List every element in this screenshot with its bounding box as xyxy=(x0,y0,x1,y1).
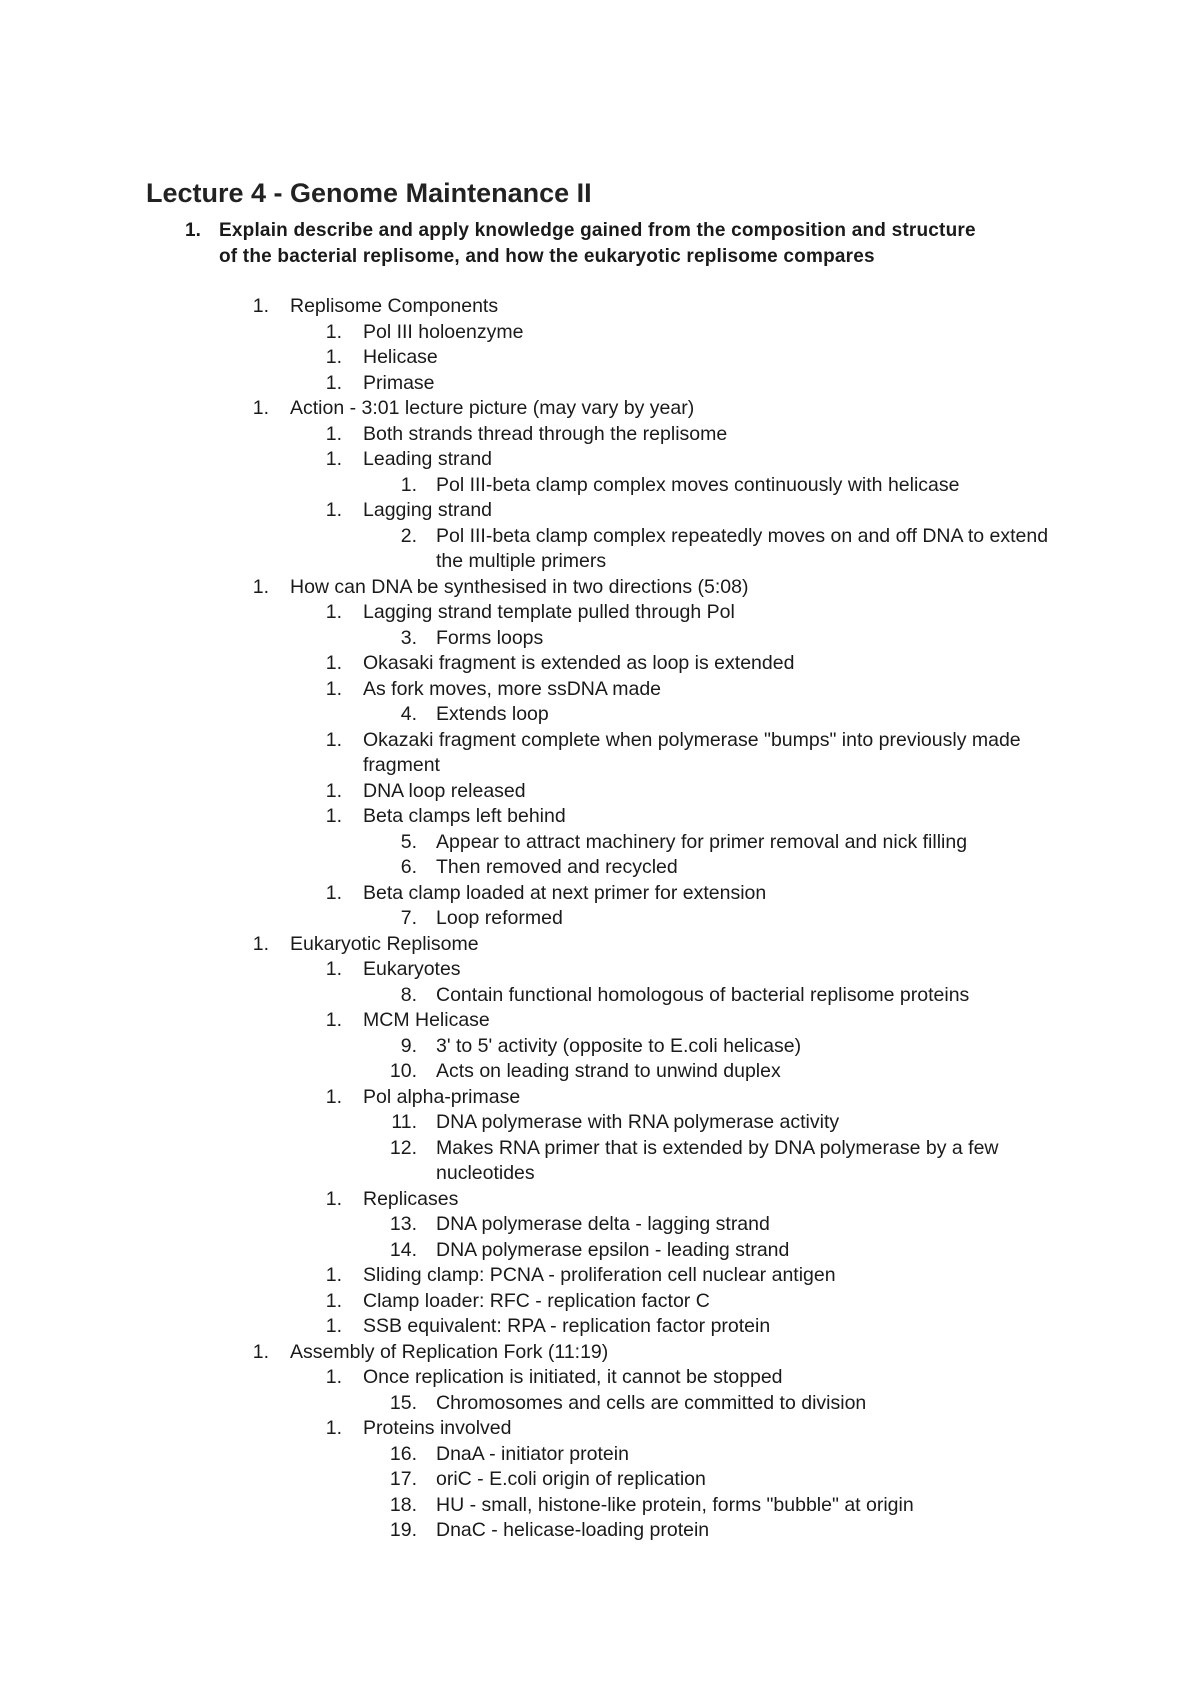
list-item xyxy=(0,1391,1200,1417)
list-item xyxy=(0,804,1200,830)
list-item-number: 3. xyxy=(400,626,417,649)
list-item xyxy=(0,906,1200,932)
objective-text: Explain describe and apply knowledge gained from the composition and structure of the bacterial replisome, and how the eukaryotic replisome compares xyxy=(219,220,976,267)
list-item-text: Beta clamp loaded at next primer for extension xyxy=(363,881,767,904)
list-item-text: Loop reformed xyxy=(436,907,563,929)
list-item-number: 1. xyxy=(252,932,269,955)
list-item-number: 1. xyxy=(325,1085,342,1108)
list-item-text: Okazaki fragment complete when polymerase "bumps" into previously made fragment xyxy=(363,728,1021,776)
list-item-text: How can DNA be synthesised in two directions (5:08) xyxy=(290,575,749,598)
list-item xyxy=(0,320,1200,346)
list-item xyxy=(0,396,1200,422)
list-item-number: 14. xyxy=(389,1238,417,1261)
list-item xyxy=(0,1289,1200,1315)
list-item-text: Once replication is initiated, it cannot be stopped xyxy=(363,1366,783,1388)
list-item xyxy=(0,830,1200,856)
list-item-text: Leading strand xyxy=(363,448,493,470)
list-item-text: oriC - E.coli origin of replication xyxy=(436,1468,706,1490)
list-item-text: Pol III-beta clamp complex repeatedly moves on and off DNA to extend the multiple primers xyxy=(436,524,1049,572)
list-item-number: 1. xyxy=(325,805,342,827)
list-item-number: 17. xyxy=(389,1468,417,1490)
list-item-text: 3' to 5' activity (opposite to E.coli helicase) xyxy=(436,1034,802,1057)
list-item-number: 1. xyxy=(325,1187,342,1210)
list-item-text: Pol III holoenzyme xyxy=(363,320,524,343)
list-item-text: DNA polymerase delta - lagging strand xyxy=(436,1213,770,1235)
outline-list xyxy=(0,294,1200,1544)
list-item xyxy=(0,1085,1200,1111)
list-item xyxy=(0,1187,1200,1213)
list-item xyxy=(0,600,1200,626)
list-item xyxy=(0,855,1200,881)
list-item-text: HU - small, histone-like protein, forms "bubble" at origin xyxy=(436,1493,914,1516)
list-item xyxy=(0,1008,1200,1034)
list-item-text: Lagging strand template pulled through Pol xyxy=(363,601,735,623)
list-item xyxy=(0,932,1200,958)
list-item-text: Helicase xyxy=(363,346,438,368)
list-item-number: 1. xyxy=(325,1264,342,1286)
list-item xyxy=(0,1238,1200,1264)
list-item xyxy=(0,1518,1200,1544)
list-item-text: SSB equivalent: RPA - replication factor protein xyxy=(363,1315,771,1337)
list-item-text: Replicases xyxy=(363,1187,459,1210)
list-item-number: 12. xyxy=(389,1136,417,1159)
list-item-number: 7. xyxy=(400,907,417,929)
list-item-number: 15. xyxy=(389,1391,417,1414)
list-item-text: Lagging strand xyxy=(363,499,493,521)
list-item-number: 4. xyxy=(400,703,417,725)
list-item xyxy=(0,1365,1200,1391)
list-item-number: 8. xyxy=(400,983,417,1006)
list-item xyxy=(0,1034,1200,1060)
list-item-number: 1. xyxy=(325,499,342,521)
objective-number: 1. xyxy=(185,220,201,241)
list-item xyxy=(0,702,1200,728)
list-item-number: 11. xyxy=(391,1111,417,1133)
list-item-text: Action - 3:01 lecture picture (may vary by year) xyxy=(290,397,695,419)
list-item xyxy=(0,957,1200,983)
list-item xyxy=(0,524,1200,575)
list-item xyxy=(0,1314,1200,1340)
list-item-text: Pol III-beta clamp complex moves continuously with helicase xyxy=(436,473,960,496)
list-item-text: Chromosomes and cells are committed to division xyxy=(436,1391,867,1414)
list-item xyxy=(0,626,1200,652)
list-item xyxy=(0,498,1200,524)
list-item xyxy=(0,1136,1200,1187)
list-item-text: MCM Helicase xyxy=(363,1009,490,1031)
list-item-number: 6. xyxy=(400,856,417,878)
list-item-number: 19. xyxy=(389,1519,417,1541)
list-item-number: 1. xyxy=(325,601,342,623)
list-item-number: 16. xyxy=(389,1442,417,1465)
list-item xyxy=(0,1110,1200,1136)
list-item-text: As fork moves, more ssDNA made xyxy=(363,677,662,700)
list-item-number: 1. xyxy=(325,881,342,904)
list-item-text: DnaC - helicase-loading protein xyxy=(436,1519,710,1541)
list-item xyxy=(0,1059,1200,1085)
list-item-number: 1. xyxy=(325,448,342,470)
list-item-number: 2. xyxy=(400,524,417,547)
list-item xyxy=(0,447,1200,473)
list-item-number: 1. xyxy=(325,422,342,445)
list-item-text: Okasaki fragment is extended as loop is extended xyxy=(363,652,795,674)
list-item-number: 1. xyxy=(252,397,269,419)
list-item-number: 1. xyxy=(325,677,342,700)
list-item-number: 9. xyxy=(400,1034,417,1057)
list-item xyxy=(0,1263,1200,1289)
list-item-text: DNA polymerase with RNA polymerase activity xyxy=(436,1111,840,1133)
list-item-number: 1. xyxy=(252,575,269,598)
list-item-number: 13. xyxy=(389,1213,417,1235)
list-item xyxy=(0,1340,1200,1366)
list-item-number: 1. xyxy=(325,958,342,980)
list-item xyxy=(0,728,1200,779)
list-item xyxy=(0,1493,1200,1519)
list-item xyxy=(0,651,1200,677)
list-item xyxy=(0,1416,1200,1442)
list-item xyxy=(0,779,1200,805)
list-item-text: Then removed and recycled xyxy=(436,856,678,878)
list-item-text: Eukaryotes xyxy=(363,958,461,980)
list-item-number: 1. xyxy=(325,1009,342,1031)
list-item xyxy=(0,1467,1200,1493)
list-item xyxy=(0,371,1200,397)
list-item-text: Sliding clamp: PCNA - proliferation cell nuclear antigen xyxy=(363,1264,836,1286)
list-item-number: 1. xyxy=(325,1366,342,1388)
list-item-text: Contain functional homologous of bacterial replisome proteins xyxy=(436,983,970,1006)
list-item-number: 1. xyxy=(325,1289,342,1312)
list-item-text: DNA polymerase epsilon - leading strand xyxy=(436,1238,790,1261)
list-item-text: DnaA - initiator protein xyxy=(436,1442,629,1465)
list-item-number: 1. xyxy=(325,1315,342,1337)
list-item-text: Eukaryotic Replisome xyxy=(290,932,479,955)
list-item xyxy=(0,1212,1200,1238)
list-item-text: DNA loop released xyxy=(363,779,526,802)
list-item xyxy=(0,294,1200,320)
list-item-number: 1. xyxy=(325,371,342,394)
list-item xyxy=(0,881,1200,907)
list-item-text: Beta clamps left behind xyxy=(363,805,566,827)
list-item xyxy=(0,1442,1200,1468)
list-item-number: 5. xyxy=(400,830,417,853)
list-item-number: 10. xyxy=(389,1060,417,1082)
list-item-text: Proteins involved xyxy=(363,1417,512,1439)
list-item xyxy=(0,677,1200,703)
list-item-number: 1. xyxy=(325,779,342,802)
list-item-text: Assembly of Replication Fork (11:19) xyxy=(290,1340,609,1363)
list-item-number: 1. xyxy=(325,320,342,343)
list-item-text: Pol alpha-primase xyxy=(363,1085,521,1108)
list-item-text: Extends loop xyxy=(436,703,549,725)
list-item-number: 1. xyxy=(325,1417,342,1439)
list-item xyxy=(0,575,1200,601)
list-item-number: 1. xyxy=(325,652,342,674)
list-item xyxy=(0,422,1200,448)
list-item-number: 1. xyxy=(400,473,417,496)
list-item-text: Primase xyxy=(363,371,435,394)
list-item-text: Clamp loader: RFC - replication factor C xyxy=(363,1289,710,1312)
list-item-number: 1. xyxy=(252,1340,269,1363)
list-item-number: 1. xyxy=(325,346,342,368)
list-item xyxy=(0,983,1200,1009)
list-item-number: 1. xyxy=(325,728,342,751)
list-item xyxy=(0,473,1200,499)
list-item-text: Appear to attract machinery for primer removal and nick filling xyxy=(436,830,968,853)
page-title: Lecture 4 - Genome Maintenance II xyxy=(146,178,592,208)
list-item-text: Forms loops xyxy=(436,626,544,649)
list-item-text: Makes RNA primer that is extended by DNA polymerase by a few nucleotides xyxy=(436,1136,999,1184)
list-item-text: Both strands thread through the replisome xyxy=(363,422,728,445)
list-item-text: Acts on leading strand to unwind duplex xyxy=(436,1060,781,1082)
list-item-number: 1. xyxy=(252,295,269,317)
list-item-number: 18. xyxy=(389,1493,417,1516)
list-item xyxy=(0,345,1200,371)
list-item-text: Replisome Components xyxy=(290,295,499,317)
